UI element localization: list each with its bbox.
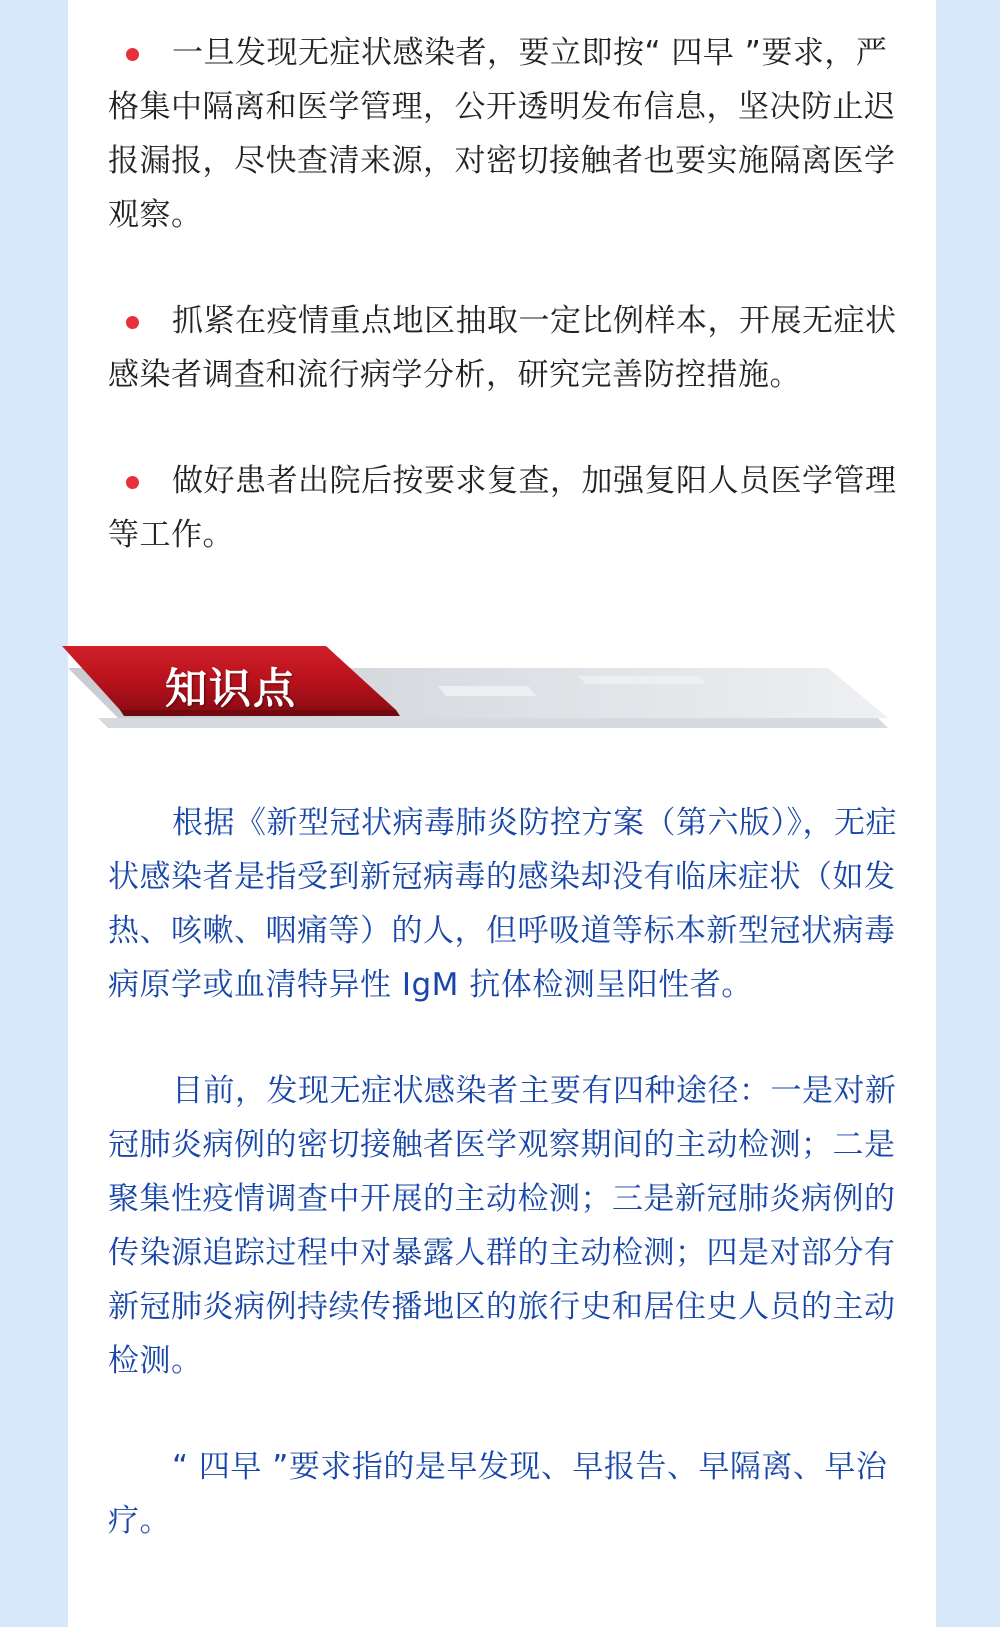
red-dot-icon xyxy=(126,316,139,329)
bullet-text: 做好患者出院后按要求复查，加强复阳人员医学管理等工作。 xyxy=(108,463,897,553)
bullet-list xyxy=(108,26,908,562)
bullet-item xyxy=(108,454,908,562)
bullet-text: 一旦发现无症状感染者，要立即按“ 四早 ”要求，严格集中隔离和医学管理，公开透明发布信息，坚决防止迟报漏报，尽快查清来源，对密切接触者也要实施隔离医学观察。 xyxy=(108,35,896,233)
bullet-item xyxy=(108,294,908,402)
knowledge-section xyxy=(108,796,908,1548)
red-dot-icon xyxy=(126,48,139,61)
red-dot-icon xyxy=(126,476,139,489)
knowledge-paragraph: 根据《新型冠状病毒肺炎防控方案（第六版）》，无症状感染者是指受到新冠病毒的感染却没有临床症状（如发热、咳嗽、咽痛等）的人，但呼吸道等标本新型冠状病毒病原学或血清特异性 IgM 抗体检测呈阳性者。 xyxy=(108,805,897,1003)
bullet-item xyxy=(108,26,908,242)
knowledge-paragraph: 目前，发现无症状感染者主要有四种途径：一是对新冠肺炎病例的密切接触者医学观察期间的主动检测；二是聚集性疫情调查中开展的主动检测；三是新冠肺炎病例的传染源追踪过程中对暴露人群的主动检测；四是对部分有新冠肺炎病例持续传播地区的旅行史和居住史人员的主动检测。 xyxy=(108,1073,897,1379)
bullet-text: 抓紧在疫情重点地区抽取一定比例样本，开展无症状感染者调查和流行病学分析，研究完善防控措施。 xyxy=(108,303,897,393)
knowledge-paragraph: “ 四早 ”要求指的是早发现、早报告、早隔离、早治疗。 xyxy=(108,1449,888,1539)
section-title: 知识点 xyxy=(165,664,298,713)
section-banner xyxy=(58,646,898,744)
